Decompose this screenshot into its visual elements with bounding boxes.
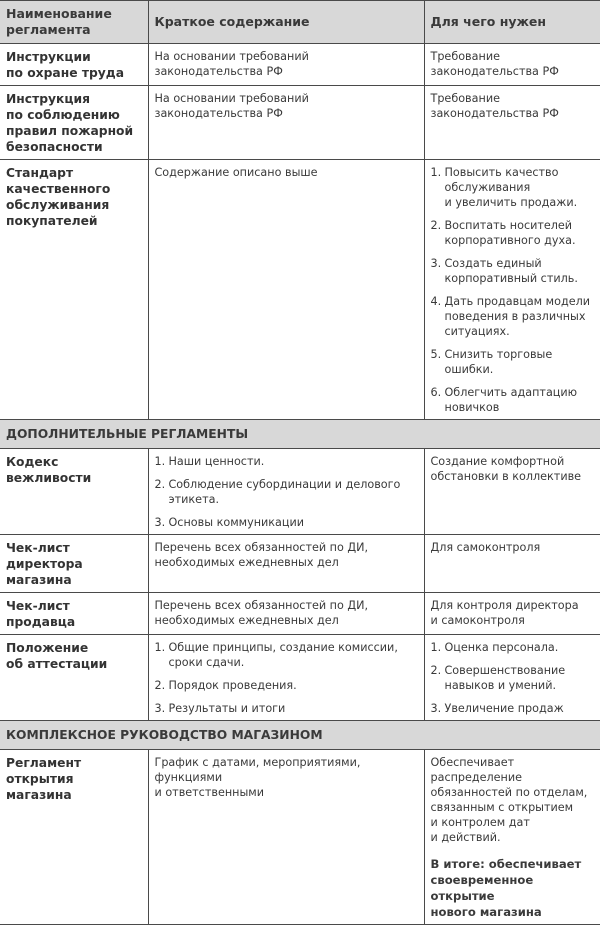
list-item: 3. Увеличение продаж (430, 702, 564, 715)
list-item: 1. Общие принципы, создание комиссии, сроки сдачи. (154, 641, 398, 669)
purpose-list (431, 165, 595, 415)
regulation-summary: Содержание описано выше (148, 160, 424, 420)
regulation-name: Чек-лист продавца (0, 593, 148, 635)
regulation-purpose (424, 635, 600, 721)
list-item: 1. Повысить качество обслуживания и увеличить продажи. (430, 166, 578, 209)
regulation-purpose (424, 750, 600, 925)
table-row (0, 535, 600, 593)
regulation-name: Регламент открытия магазина (0, 750, 148, 925)
regulation-summary: Перечень всех обязанностей по ДИ, необходимых ежедневных дел (148, 535, 424, 593)
list-item: 2. Порядок проведения. (154, 679, 297, 692)
regulation-purpose: Требование законодательства РФ (424, 44, 600, 86)
section-header-additional (0, 420, 600, 449)
regulation-summary: На основании требований законодательства РФ (148, 86, 424, 160)
section-header-complex (0, 721, 600, 750)
list-item: 6. Облегчить адаптацию новичков (430, 386, 578, 414)
regulation-name: Чек-лист директора магазина (0, 535, 148, 593)
regulation-summary: Перечень всех обязанностей по ДИ, необходимых ежедневных дел (148, 593, 424, 635)
regulation-purpose: Для контроля директора и самоконтроля (424, 593, 600, 635)
header-summary: Краткое содержание (148, 1, 424, 44)
purpose-text: Обеспечивает распределение обязанностей по отделам, связанным с открытием и контролем дат и действий. (430, 756, 588, 844)
summary-list (155, 640, 418, 716)
summary-list (155, 454, 418, 530)
table-row (0, 86, 600, 160)
list-item: 5. Снизить торговые ошибки. (430, 348, 553, 376)
table-row (0, 593, 600, 635)
regulation-name: Стандарт качественного обслуживания покупателей (0, 160, 148, 420)
list-item: 1. Наши ценности. (154, 455, 265, 468)
regulation-summary: График с датами, мероприятиями, функциями и ответственными (148, 750, 424, 925)
regulation-summary (148, 635, 424, 721)
header-row (0, 1, 600, 44)
regulation-purpose: Для самоконтроля (424, 535, 600, 593)
list-item: 3. Создать единый корпоративный стиль. (430, 257, 578, 285)
regulation-summary: На основании требований законодательства РФ (148, 44, 424, 86)
list-item: 2. Совершенствование навыков и умений. (430, 664, 566, 692)
table-row (0, 635, 600, 721)
list-item: 2. Воспитать носителей корпоративного духа. (430, 219, 576, 247)
regulation-name: Кодекс вежливости (0, 449, 148, 535)
list-item: 2. Соблюдение субординации и делового этикета. (154, 478, 401, 506)
list-item: 4. Дать продавцам модели поведения в различных ситуациях. (430, 295, 590, 338)
regulation-purpose: Создание комфортной обстановки в коллективе (424, 449, 600, 535)
list-item: 3. Основы коммуникации (154, 516, 305, 529)
header-purpose: Для чего нужен (424, 1, 600, 44)
section-title: КОМПЛЕКСНОЕ РУКОВОДСТВО МАГАЗИНОМ (0, 721, 600, 750)
purpose-note: В итоге: обеспечивает своевременное открытие нового магазина (430, 857, 582, 919)
list-item: 3. Результаты и итоги (154, 702, 286, 715)
header-name: Наименование регламента (0, 1, 148, 44)
list-item: 1. Оценка персонала. (430, 641, 559, 654)
purpose-list (431, 640, 595, 716)
regulation-name: Инструкция по соблюдению правил пожарной безопасности (0, 86, 148, 160)
regulation-summary (148, 449, 424, 535)
regulation-purpose (424, 160, 600, 420)
table-row (0, 44, 600, 86)
table-row (0, 449, 600, 535)
table-row (0, 160, 600, 420)
section-title: ДОПОЛНИТЕЛЬНЫЕ РЕГЛАМЕНТЫ (0, 420, 600, 449)
regulation-name: Инструкции по охране труда (0, 44, 148, 86)
regulation-name: Положение об аттестации (0, 635, 148, 721)
regulation-purpose: Требование законодательства РФ (424, 86, 600, 160)
table-row (0, 750, 600, 925)
